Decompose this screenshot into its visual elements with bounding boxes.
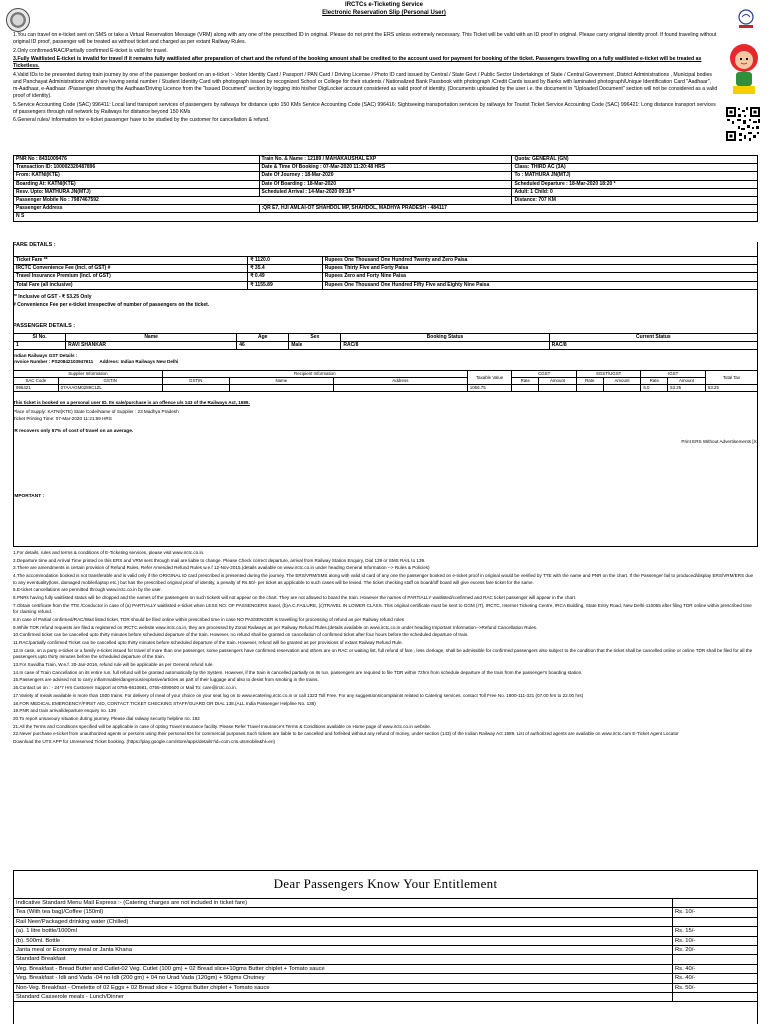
sgst-amount-header: Amount <box>603 378 641 385</box>
cgst-amount <box>539 385 577 392</box>
cgst-amount-header: Amount <box>539 378 577 385</box>
table-row <box>14 927 758 936</box>
fare-label: Ticket Fare ** <box>14 257 248 265</box>
fare-row <box>14 273 758 281</box>
menu-item: Indicative Standard Menu Mail Express :- (Catering charges are not included in ticket fare) <box>14 899 673 908</box>
address-label: Passenger Address <box>14 205 260 213</box>
recipient-address <box>333 385 467 392</box>
sgst-rate-header: Rate <box>576 378 603 385</box>
menu-price <box>673 993 758 1002</box>
to-station: To : MATHURA JN(MTJ) <box>512 172 758 180</box>
adult-child-count: Adult: 1 Child: 0 <box>512 188 758 196</box>
total-tax-header: Total Tax <box>705 371 757 385</box>
travel-class: Class: THIRD AC (3A) <box>512 164 758 172</box>
note-5: 5.Service Accounting Code (SAC) 996411: Local land transport services of passengers by railways for distance upto 150 KMs Service Accounting Code (SAC) 996416: Sightseeing transportation services by railways for Tourist Ticket Service Accounting Code (SAC) 996421: Long distance transport services of passengers through rail network by Railways for distance beyond 150 KMs <box>13 101 716 115</box>
table-row <box>14 974 758 983</box>
fare-amount: ₹ 35.4 <box>248 265 322 273</box>
menu-price: Rs. 40/- <box>673 974 758 983</box>
rule-13: 13.For Suvidha Train, W.e.f. 20-Jan-2016, refund rule will be applicable as per General refund rule. <box>13 661 214 667</box>
fare-words: Rupees Thirty Five and Forty Paisa <box>322 265 757 273</box>
supplier-gstin: 07AAAGM0289C1ZL <box>58 385 162 392</box>
fare-row <box>14 265 758 273</box>
fare-words: Rupees One Thousand One Hundred Twenty and Zero Paisa <box>322 257 757 265</box>
rule-8: 8.In case of Partial confirmed/RAC/Wait listed ticket, TDR should be filed online within prescribed time in case NO PASSENGER is travelling for processing of refund as per Railway refund rules <box>13 616 405 622</box>
top-notes <box>13 32 718 126</box>
menu-price: Rs. 20/- <box>673 946 758 955</box>
ns-row: N S <box>14 213 758 221</box>
menu-price: Rs. 10/- <box>673 936 758 945</box>
from-station: From: KATNI(KTE) <box>14 172 260 180</box>
fare-heading: FARE DETAILS : <box>13 242 56 248</box>
entitlement-table <box>13 898 758 1002</box>
rule-1: 1.For details, rules and terms & conditions of E-Ticketing services, please visit www.irctc.co.in. <box>13 550 205 555</box>
igst-rate-header: Rate <box>641 378 668 385</box>
recipient-gstin <box>162 385 229 392</box>
recipient-name-header: Name <box>229 378 333 385</box>
menu-price <box>673 955 758 964</box>
rule-9: 9.While TDR refund requests are filed & registered on IRCTC website www.irctc.co.in, they are processed by Zonal Railways as per Railway Refund Rules.(details available on www.irctc.co.in under heading Important Information-->Refund Cancellation Rules. <box>13 624 538 630</box>
passenger-table <box>13 333 758 350</box>
personal-use-warning: This ticket is booked on a personal user ID. Its sale/purchase is an offence u/s 143 of the Railways Act, 1989. <box>13 400 250 405</box>
rule-21: 21.All the Terms and Conditions specified will be applicable in case of opting Travel Insurance facility. Please Refer Travel Insurance's Terms & Conditions available on Home page of www.irctc.co.in website. <box>13 723 432 729</box>
note-4: 4.Valid IDs to be presented during train journey by one of the passenger booked on an e-ticket :- Voter Identity Card / Passport / PAN Card / Driving License / Photo ID card issued by Central / State Govt / Public Sector Undertakings of State / Central Government ,District Administrations , Municipal bodies and Panchayat Administrations which are having serial number / Student Identity Card with photograph issued by recognized School or College for their students / Nationalized Bank Passbook with photograph /Credit Cards issued by Banks with laminated photograph/Unique Identification Card "Aadhaar", m-Aadhaar, e-Aadhaar. /Passenger showing the Aadhaar/Driving Licence from the "Issued Document" section by logging into his/her DigiLocker account considered as valid proof of identity. (Documents uploaded by the user i.e. the document in "Uploaded Document" section will not be considered as a valid proof of identity). <box>13 71 718 100</box>
table-row <box>14 955 758 964</box>
fare-words: Rupees Zero and Forty Nine Paisa <box>322 273 757 281</box>
recipient-name <box>229 385 333 392</box>
menu-item: (a). 1 litre bottle/1000ml <box>14 927 673 936</box>
section-border-bottom <box>13 546 758 547</box>
rule-15: 15.Passengers are advised not to carry inflammable/dangerous/explosive/articles as part of their luggage and also to desist from smoking in the trains. <box>13 677 319 683</box>
rule-3: 3.There are amendments in certain provision of Refund Rules. Refer Amended Refund Rules w.e.f 12-Nov-2015.(details available on www.irctc.co.in under heading General Information --> Rules & Policies) <box>13 565 430 571</box>
menu-price: Rs. 40/- <box>673 964 758 973</box>
note-1: 1.You can travel on e-ticket sent on SMS or take a Virtual Reservation Message (VRM) along with any one of the prescribed ID in original. Please do not print the ERS unless extremely necessary. This Ticket will be valid with an ID proof in original. Please carry original identity proof. If found traveling without original ID proof, passenger will be treated as without ticket and charged as per extant Railway Rules. <box>13 32 717 46</box>
uts-app-note: Download the UTS APP for Unreserved Ticket booking. (https://play.google.com/store/apps/details?id=com.cris.utsmobile&hl=en) <box>13 739 276 745</box>
journey-details-table <box>13 155 758 222</box>
cgst-rate <box>512 385 539 392</box>
col-current-status: Current Status <box>549 334 757 342</box>
note-2: 2.Only confirmed/RAC/Partially confirmed E-ticket is valid for travel. <box>13 47 168 54</box>
scheduled-departure: Scheduled Departure : 18-Mar-2020 18:20 * <box>512 180 758 188</box>
note-6: 6.General rules/ Information for e-ticket passenger have to be studied by the customer for cancellation & refund. <box>13 117 270 124</box>
menu-item: Standard Casserole meals - Lunch/Dinner <box>14 993 673 1002</box>
supplier-gstin-header: GSTIN <box>58 378 162 385</box>
rule-11: 11.RAC/partially confirmed Ticket can be cancelled upto thirty minutes before scheduled departure of the train. However, refund will be granted as per provisions of extant Railway Refund Rule. <box>13 640 403 646</box>
col-name: Name <box>66 334 237 342</box>
fare-amount: ₹ 1155.89 <box>248 281 322 289</box>
recipient-gstin-header: GSTIN <box>162 378 229 385</box>
entitlement-title: Dear Passengers Know Your Entitlement <box>273 876 498 891</box>
important-heading: IMPORTANT : <box>13 494 45 499</box>
fare-words: Rupees One Thousand One Hundred Fifty Five and Eighty Nine Paisa <box>322 281 757 289</box>
table-row <box>14 908 758 917</box>
qr-code-icon <box>725 106 761 142</box>
ir-recovers-note: IR recovers only 57% of cost of travel on an average. <box>13 429 134 434</box>
ticket-printing-time: Ticket Printing Time: 07-Mar-2020 11:21:59 HRS <box>13 415 112 421</box>
cgst-rate-header: Rate <box>512 378 539 385</box>
menu-item: Veg. Breakfast - Bread Butter and Cutlet-02 Veg. Cutlet (100 gm) + 02 Bread slice+10gms Butter chiplet + Tomato sauce <box>14 964 673 973</box>
table-row <box>14 983 758 992</box>
pnr-number: PNR No : 8431009476 <box>14 156 260 164</box>
igst-amount: 53.25 <box>668 385 706 392</box>
convenience-fee-note: # Convenience Fee per e-ticket irrespective of number of passengers on the ticket. <box>13 302 210 308</box>
fare-amount: ₹ 1120.0 <box>248 257 322 265</box>
rule-12: 12.In case, on a party e-ticket or a family e-ticket issued for travel of more than one passenger, some passengers have confirmed reservation and others are on RAC or waiting list, full refund of fare , less clerkage, shall be admissible for confirmed passengers also subject to the condition that the ticket shall be cancelled online or online TDR shall be filed for all the passengers upto thirty minutes before the scheduled departure of the train. <box>13 647 753 660</box>
table-row <box>14 385 758 392</box>
igst-rate: 5.0 <box>641 385 668 392</box>
gst-details <box>13 353 178 364</box>
booking-date: Date & Time Of Booking : 07-Mar-2020 11:20:48 HRS <box>259 164 512 172</box>
rule-20: 20.To report unsavoury situation during journey, Please dial railway security helpline no. 182 <box>13 715 200 721</box>
table-row <box>14 899 758 908</box>
menu-price <box>673 917 758 926</box>
gst-title: Indian Railways GST Details : <box>13 353 78 358</box>
rule-6: 6.PNRs having fully waitlisted status will be dropped and the names of the passengers on such tickets will not appear on the chart. They are not allowed to board the train. However the names of PARTIALLY waitlisted/confirmed and RAC ticket passenger will appear in the chart. <box>13 595 577 601</box>
page-title: IRCTCs e-Ticketing Service <box>345 2 423 8</box>
rule-14: 14.In case of Train Cancellation on its entire run, full refund will be granted automatically by the System. However, if the train is cancelled partially on its run, passengers are required to file TDR within 72hrs from schedule departure of the train from the passenger's boarding station. <box>13 669 583 675</box>
rule-2: 2.Departure time and Arrival Time printed on this ERS and VRM sent through mail are liable to change. Please Check correct departure, arrival from Railway Station Enquiry, Dial 139 or SMS RAIL to 139. <box>13 557 426 563</box>
passenger-current-status: RAC/8 <box>549 342 757 350</box>
rule-19: 19.PNR and train arrival/departure enquiry no. 139 <box>13 708 116 714</box>
recipient-address-header: Address <box>333 378 467 385</box>
inclusive-gst-note: ** Inclusive of GST - ₹ 53.25 Only <box>13 294 92 300</box>
menu-price <box>673 899 758 908</box>
rule-17: 17.Variety of meals available in more than 1500 trains. For delivery of meal of your choice on your seat log on to www.ecatering.irctc.co.in or call 1323 Toll Free. For any suggestions/complaints related to Catering services, contact Toll Free No. 1800-111-321 (07.00 hrs to 22.00 hrs) <box>13 692 584 698</box>
sgst-header: SGST/UGST <box>576 371 640 378</box>
sac-code: 996421 <box>14 385 59 392</box>
rule-18: 18.FOR MEDICAL EMERGENCY/FIRST AID, CONTACT TICKET CHECKING STAFF/GUARD OR DIAL 138.(ALL India Passenger Helpline No. 138) <box>13 700 316 706</box>
gst-invoice-line <box>13 359 178 365</box>
taxable-value: 1066.75 <box>467 385 512 392</box>
rule-22: 22.Never purchase e-ticket from unauthorized agents or persons using their personal IDs for commercial purposes.Such tickets are liable to be cancelled and forfeited without any refund of money, under section (143) of the Indian Railway Act 1989. List of authorized agents are available on www.irctc.com E-Ticket Agent Locator <box>13 731 679 737</box>
rule-10: 10.Confirmed ticket can be cancelled upto thirty minutes before scheduled departure of the train. However, no refund shall be granted on cancellation of confirmed ticket after four hours before the scheduled departure of train. <box>13 632 469 638</box>
page-subtitle: Electronic Reservation Slip (Personal User) <box>322 10 446 16</box>
rule-5: 5.E-ticket cancellations are permitted through www.irctc.co.in by the user. <box>13 587 162 593</box>
boarding-station: Boarding At: KATNI(KTE) <box>14 180 260 188</box>
table-row <box>14 936 758 945</box>
fare-amount: ₹ 0.49 <box>248 273 322 281</box>
table-row <box>14 993 758 1002</box>
igst-header: IGST <box>641 371 706 378</box>
menu-price: Rs. 15/- <box>673 927 758 936</box>
transaction-id: Transaction ID: 100002320487896 <box>14 164 260 172</box>
table-row <box>14 917 758 926</box>
passenger-sex: Male <box>289 342 341 350</box>
fare-label: IRCTC Convenience Fee (Incl. of GST) # <box>14 265 248 273</box>
fare-label: Travel Insurance Premium (Incl. of GST) <box>14 273 248 281</box>
quota: Quota: GENERAL (GN) <box>512 156 758 164</box>
menu-item: Non-Veg. Breakfast - Omelette of 02 Eggs + 02 Bread slice + 10gms Butter chiplet + Tomato sauce <box>14 983 673 992</box>
menu-item: Rail Neer/Packaged drinking water (Chilled) <box>14 917 673 926</box>
rule-4: 4.The accommodation booked is not transferable and is valid only if the ORIGINAL ID card prescribed is presented during the journey. The ERS/VRM/SMS along with valid id card of any one the passenger booked on e-ticket proof in original would be verified by TTE with the name and PNR on the chart. If the Passenger fail to produced/display ERS/VRM/ERS due to any eventuality(loss, damaged mobile/laptop etc.) but has the prescribed original proof of identity, a penalty of Rs.50/- per ticket as applicable to such cases will be levied. The ticket checking staff on board/off board will give excess fare ticket for the same. <box>13 573 754 585</box>
sgst-amount <box>603 385 641 392</box>
supplier-info-header: Supplier Information <box>14 371 163 378</box>
mascot-icon <box>724 38 764 98</box>
sgst-rate <box>576 385 603 392</box>
passenger-sl: 1 <box>14 342 66 350</box>
total-tax: 53.25 <box>705 385 757 392</box>
col-booking-status: Booking Status <box>341 334 549 342</box>
menu-item: (b). 500ml. Bottle <box>14 936 673 945</box>
note-3: 3.Fully Waitlisted E-ticket is invalid for travel if it remains fully waitlisted after preparation of chart and the refund of the booking amount shall be credited to the account used for payment for booking of the ticket. Passengers travelling on a fully waitlisted e-ticket will be treated as Ticketless. <box>13 56 702 70</box>
distance: Distance: 707 KM <box>512 197 758 205</box>
cgst-header: CGST <box>512 371 576 378</box>
passenger-age: 46 <box>237 342 289 350</box>
fare-row <box>14 281 758 289</box>
journey-date: Date Of Journey : 18-Mar-2020 <box>259 172 512 180</box>
rule-16: 16.Contact us on : - 24*7 Hrs Customer Support at 0755-6610661, 0755-4090600 or Mail To: care@irctc.co.in. <box>13 685 237 691</box>
fare-table <box>13 256 758 290</box>
menu-item: Tea (With tea bag)/Coffee (150ml) <box>14 908 673 917</box>
igst-amount-header: Amount <box>668 378 706 385</box>
supply-info <box>13 409 179 422</box>
reservation-upto: Resv. Upto: MATHURA JN(MTJ) <box>14 188 260 196</box>
fare-label: Total Fare (all inclusive) <box>14 281 248 289</box>
print-ers-link[interactable]: Print ERS Without Advertisements [X] <box>681 439 758 444</box>
taxable-value-header: Taxable Value <box>467 371 512 385</box>
boarding-date: Date Of Boarding : 18-Mar-2020 <box>259 180 512 188</box>
sac-code-header: SAC Code <box>14 378 59 385</box>
fare-row <box>14 257 758 265</box>
col-age: Age <box>237 334 289 342</box>
scheduled-arrival: Scheduled Arrival : 14-Mar-2020 09:16 * <box>259 188 512 196</box>
menu-price: Rs. 10/- <box>673 908 758 917</box>
menu-price: Rs. 50/- <box>673 983 758 992</box>
table-row <box>14 342 758 350</box>
passenger-mobile: Passenger Mobile No : 7987467592 <box>14 197 512 205</box>
rule-7: 7.Obtain certificate from the TTE /Conductor in case of (a) PARTIALLY waitlisted e-ticket when LESS NO. OF PASSENGERS travel, (b)A.C.FAILURE, (c)TRAVEL IN LOWER CLASS. This original certificate must be sent to GGM (IT), IRCTC, Internet Ticketing Centre, IRCA Building, State Entry Road, New Delhi-110055 after filing TDR online within prescribed time for claiming refund. <box>13 602 752 615</box>
place-of-supply: Place of Supply: KATNI(KTE) State Code/Name of Supplier : 23 Madhya Pradesh <box>13 409 179 414</box>
passenger-booking-status: RAC/8 <box>341 342 549 350</box>
irctc-logo-icon <box>735 8 757 30</box>
recipient-info-header: Recipient Information <box>162 371 467 378</box>
menu-item: Standard Breakfast <box>14 955 673 964</box>
gst-table <box>13 370 758 392</box>
gst-address: Address: Indian Railways New Delhi <box>99 358 179 364</box>
gst-invoice: Invoice Number : PS20842103947611 <box>13 358 94 364</box>
address-value: :QR E7, HJI AMLAI-OT SHAHDOL MP, SHAHDOL, MADHYA PRADESH - 484117 <box>259 205 757 213</box>
menu-item: Veg. Breakfast - Idli and Vada -04 no Idli (200 gm) + 04 no Urad Vada (120gm) + 50gms Chutney <box>14 974 673 983</box>
menu-item: Janta meal or Economy meal or Janta Khana <box>14 946 673 955</box>
table-row <box>14 946 758 955</box>
col-sex: Sex <box>289 334 341 342</box>
passenger-name: RAVI SHANKAR <box>66 342 237 350</box>
passenger-heading: PASSENGER DETAILS : <box>13 323 76 329</box>
train-name: Train No. & Name : 12189 / MAHAKAUSHAL EXP <box>259 156 512 164</box>
col-sl-no: Sl No. <box>14 334 66 342</box>
table-row <box>14 964 758 973</box>
bottom-notes <box>13 550 758 747</box>
